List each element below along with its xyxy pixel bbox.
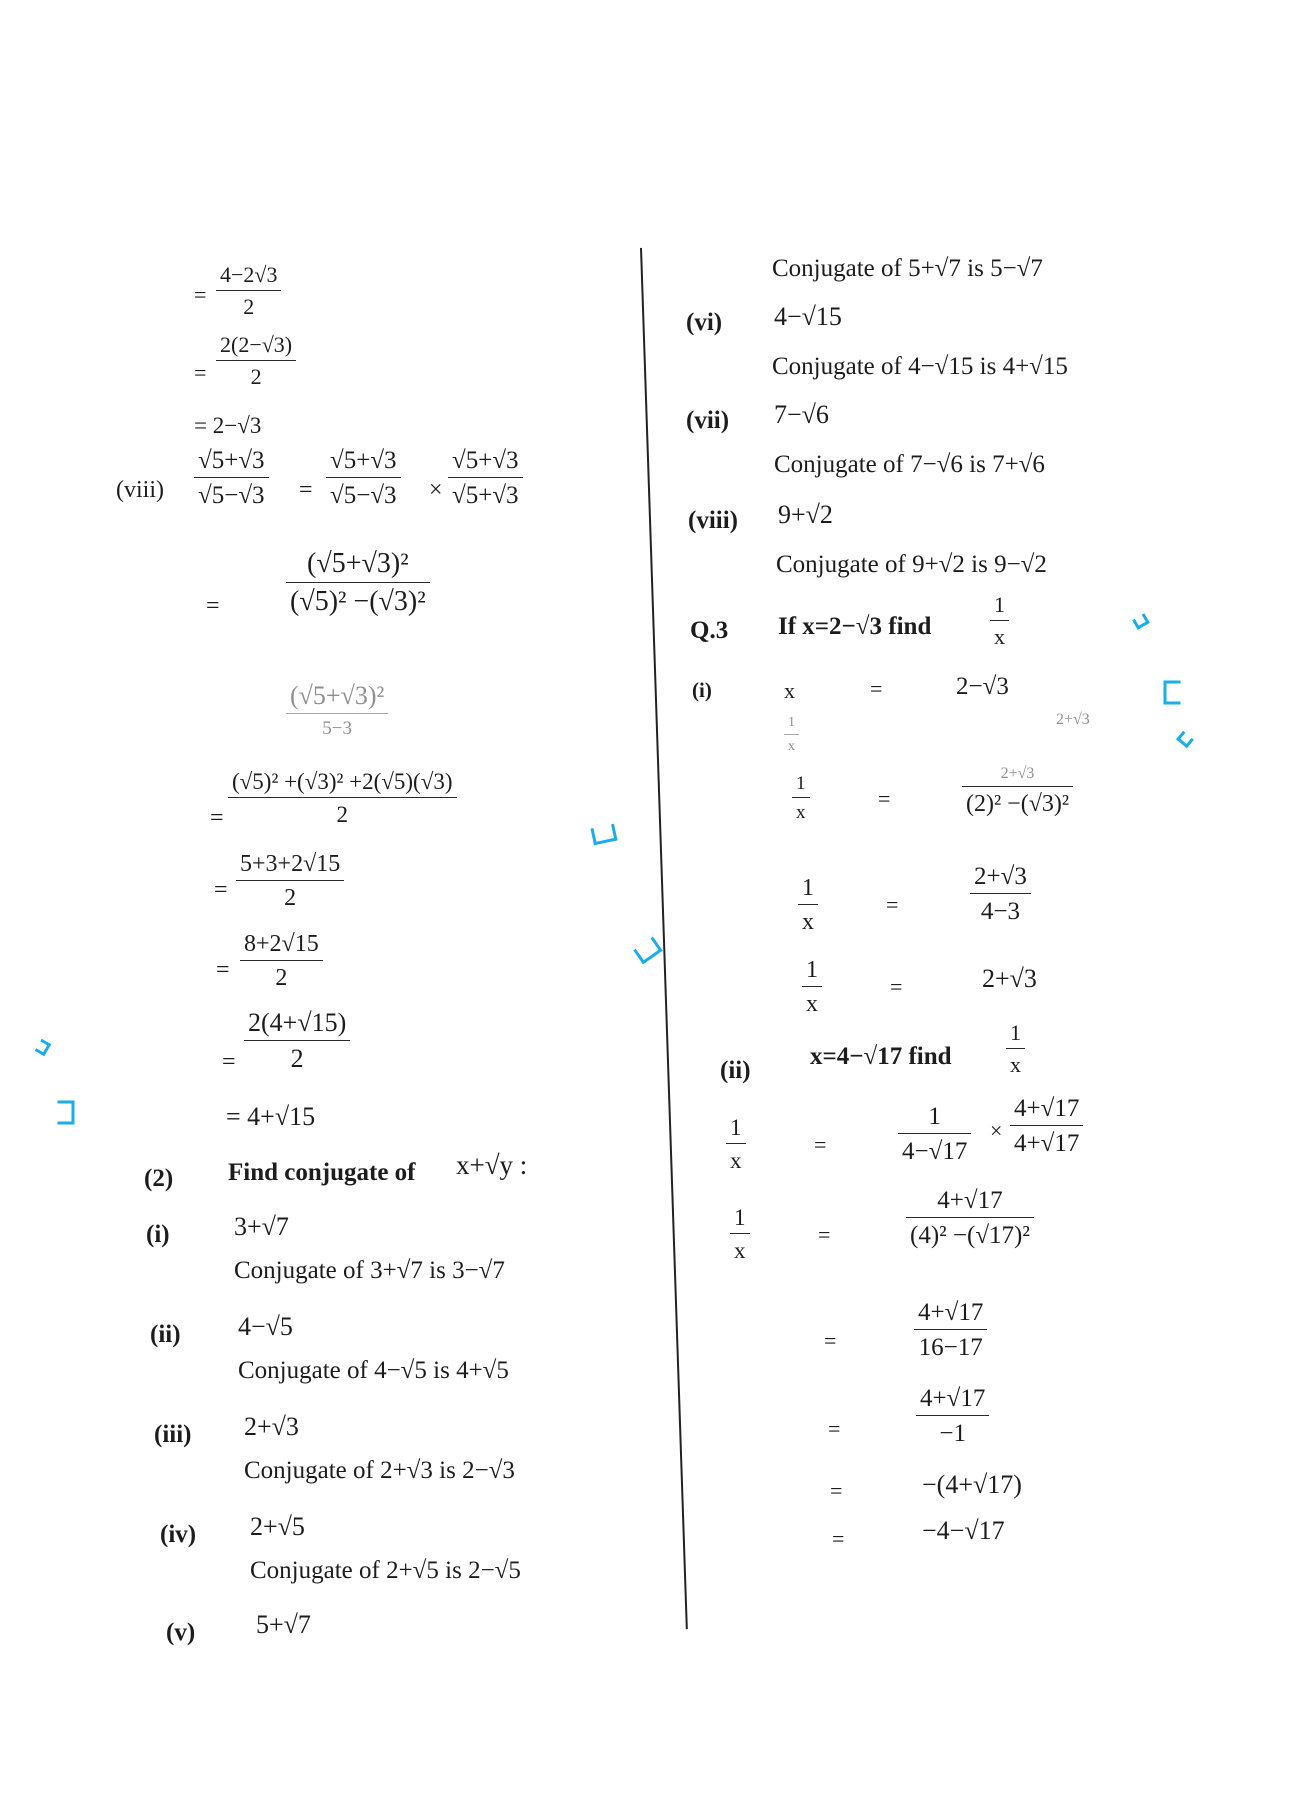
- step-fraction-1: $\frac{4-2√3}{2}$: [216, 264, 281, 318]
- question-fraction: $\frac{1}{x}$: [990, 594, 1009, 648]
- step-fraction-4: $\frac{\text{(√5)² +(√3)² +2(√5)(√3)}}{2}$: [228, 770, 457, 826]
- question-text: If x=2−√3 find: [778, 613, 932, 640]
- item-label: (viii): [688, 507, 738, 534]
- step-fraction-rhs: $\frac{4+√17}{-1}$: [916, 1386, 989, 1446]
- equals-sign: =: [828, 1416, 841, 1441]
- equals-sign: =: [194, 282, 207, 307]
- step-result: −(4+√17): [922, 1470, 1022, 1499]
- variable-x: x: [784, 678, 795, 703]
- step-fraction-lhs: $\frac{1}{x}$: [792, 774, 810, 822]
- item-label: (ii): [720, 1057, 751, 1084]
- item-label: (v): [166, 1619, 196, 1646]
- question-fraction: $\frac{1}{x}$: [1006, 1022, 1025, 1076]
- equals-sign: =: [222, 1049, 236, 1075]
- question-expression: x+√y :: [456, 1150, 528, 1180]
- equals-sign: =: [194, 360, 207, 385]
- step-fraction-rhs: $\frac{2+√3}{4-3}$: [970, 864, 1031, 924]
- item-label: (viii): [116, 477, 164, 503]
- item-label: (iii): [154, 1421, 192, 1448]
- scan-mark: [58, 1101, 75, 1125]
- item-label: (i): [146, 1221, 170, 1248]
- question-text: Find conjugate of: [228, 1159, 416, 1186]
- step-result: 2−√3: [956, 673, 1009, 700]
- conjugate-statement: Conjugate of 9+√2 is 9−√2: [776, 551, 1047, 578]
- question-label: (2): [144, 1165, 174, 1192]
- conjugate-statement: Conjugate of 3+√7 is 3−√7: [234, 1257, 505, 1284]
- scan-mark: [1132, 613, 1150, 630]
- faint-expression: 2+√3: [1056, 711, 1090, 728]
- step-fraction-3: $\frac{\text{(√5+√3)²}}{\text{(√5)² −(√3)²}}$: [286, 550, 430, 616]
- step-fraction-rhs: $\frac{4+√17}{16-17}$: [914, 1300, 987, 1360]
- viii-fraction-mid: $\frac{√5+√3}{√5-√3}$: [326, 448, 401, 508]
- step-result: −4−√17: [922, 1516, 1005, 1545]
- item-expression: 7−√6: [774, 400, 829, 429]
- multiply-sign: ×: [429, 477, 443, 503]
- faint-fraction: $\frac{1}{x}$: [784, 716, 799, 754]
- item-label: (vi): [686, 309, 723, 336]
- scan-mark: [633, 937, 662, 965]
- item-expression: 9+√2: [778, 500, 833, 529]
- step-fraction-6: $\frac{8+2√15}{2}$: [240, 932, 323, 990]
- item-label: (ii): [150, 1321, 181, 1348]
- multiply-sign: ×: [990, 1118, 1003, 1143]
- step-result: = 4+√15: [226, 1102, 316, 1131]
- step-fraction-faint: (√5+√3)² 5−3: [286, 683, 388, 738]
- step-fraction-rhs: $\frac{1}{4-√17}$: [898, 1104, 971, 1164]
- item-label: (i): [692, 678, 712, 702]
- conjugate-statement: Conjugate of 2+√5 is 2−√5: [250, 1557, 521, 1584]
- step-fraction-lhs: $\frac{1}{x}$: [726, 1116, 746, 1172]
- step-fraction-lhs: $\frac{1}{x}$: [802, 958, 822, 1016]
- column-divider: [640, 248, 688, 1629]
- scan-mark: [35, 1039, 52, 1057]
- item-expression: 3+√7: [234, 1212, 289, 1241]
- equals-sign: =: [214, 877, 228, 903]
- equals-sign: =: [216, 957, 230, 983]
- step-fraction-7: $\frac{2(4+√15)}{2}$: [244, 1010, 350, 1072]
- step-fraction-rhs: $\frac{4+√17}{4+√17}$: [1010, 1096, 1083, 1156]
- equals-sign: =: [818, 1222, 831, 1247]
- step-fraction-lhs: $\frac{1}{x}$: [798, 876, 818, 934]
- conjugate-statement: Conjugate of 2+√3 is 2−√3: [244, 1457, 515, 1484]
- equals-sign: =: [870, 676, 883, 701]
- viii-fraction-lhs: $\frac{√5+√3}{√5-√3}$: [194, 448, 269, 508]
- scan-mark: [1176, 731, 1194, 748]
- conjugate-statement: Conjugate of 5+√7 is 5−√7: [772, 255, 1043, 282]
- equals-sign: =: [830, 1478, 843, 1503]
- step-fraction-5: $\frac{5+3+2√15}{2}$: [236, 852, 344, 910]
- conjugate-statement: Conjugate of 4−√5 is 4+√5: [238, 1357, 509, 1384]
- viii-fraction-rhs: $\frac{√5+√3}{√5+√3}$: [448, 448, 523, 508]
- step-fraction-rhs: 2+√3 (2)² −(√3)²: [962, 766, 1073, 816]
- item-label: (vii): [686, 407, 730, 434]
- equals-sign: =: [878, 786, 891, 811]
- equals-sign: =: [814, 1132, 827, 1157]
- item-expression: 5+√7: [256, 1610, 311, 1639]
- equals-sign: =: [890, 974, 903, 999]
- equals-sign: =: [886, 892, 899, 917]
- question-text: x=4−√17 find: [810, 1043, 952, 1070]
- equals-sign: =: [210, 805, 224, 831]
- item-expression: 4−√15: [774, 302, 842, 331]
- conjugate-statement: Conjugate of 7−√6 is 7+√6: [774, 451, 1045, 478]
- step-fraction-rhs: $\frac{4+√17}{\text{(4)² −(√17)²}}$: [906, 1188, 1034, 1248]
- equals-sign: =: [206, 593, 220, 619]
- equals-sign: =: [299, 477, 313, 503]
- item-expression: 4−√5: [238, 1312, 293, 1341]
- conjugate-statement: Conjugate of 4−√15 is 4+√15: [772, 353, 1068, 380]
- equals-sign: =: [824, 1328, 837, 1353]
- scan-mark: [590, 824, 617, 846]
- step-result: = 2−√3: [194, 413, 262, 438]
- step-fraction-2: $\frac{2(2-√3)}{2}$: [216, 334, 296, 388]
- item-label: (iv): [160, 1521, 197, 1548]
- scan-mark: [1164, 681, 1181, 705]
- item-expression: 2+√5: [250, 1512, 305, 1541]
- step-fraction-lhs: $\frac{1}{x}$: [730, 1206, 750, 1262]
- equals-sign: =: [832, 1526, 845, 1551]
- step-result: 2+√3: [982, 964, 1037, 993]
- item-expression: 2+√3: [244, 1412, 299, 1441]
- question-label: Q.3: [690, 617, 729, 644]
